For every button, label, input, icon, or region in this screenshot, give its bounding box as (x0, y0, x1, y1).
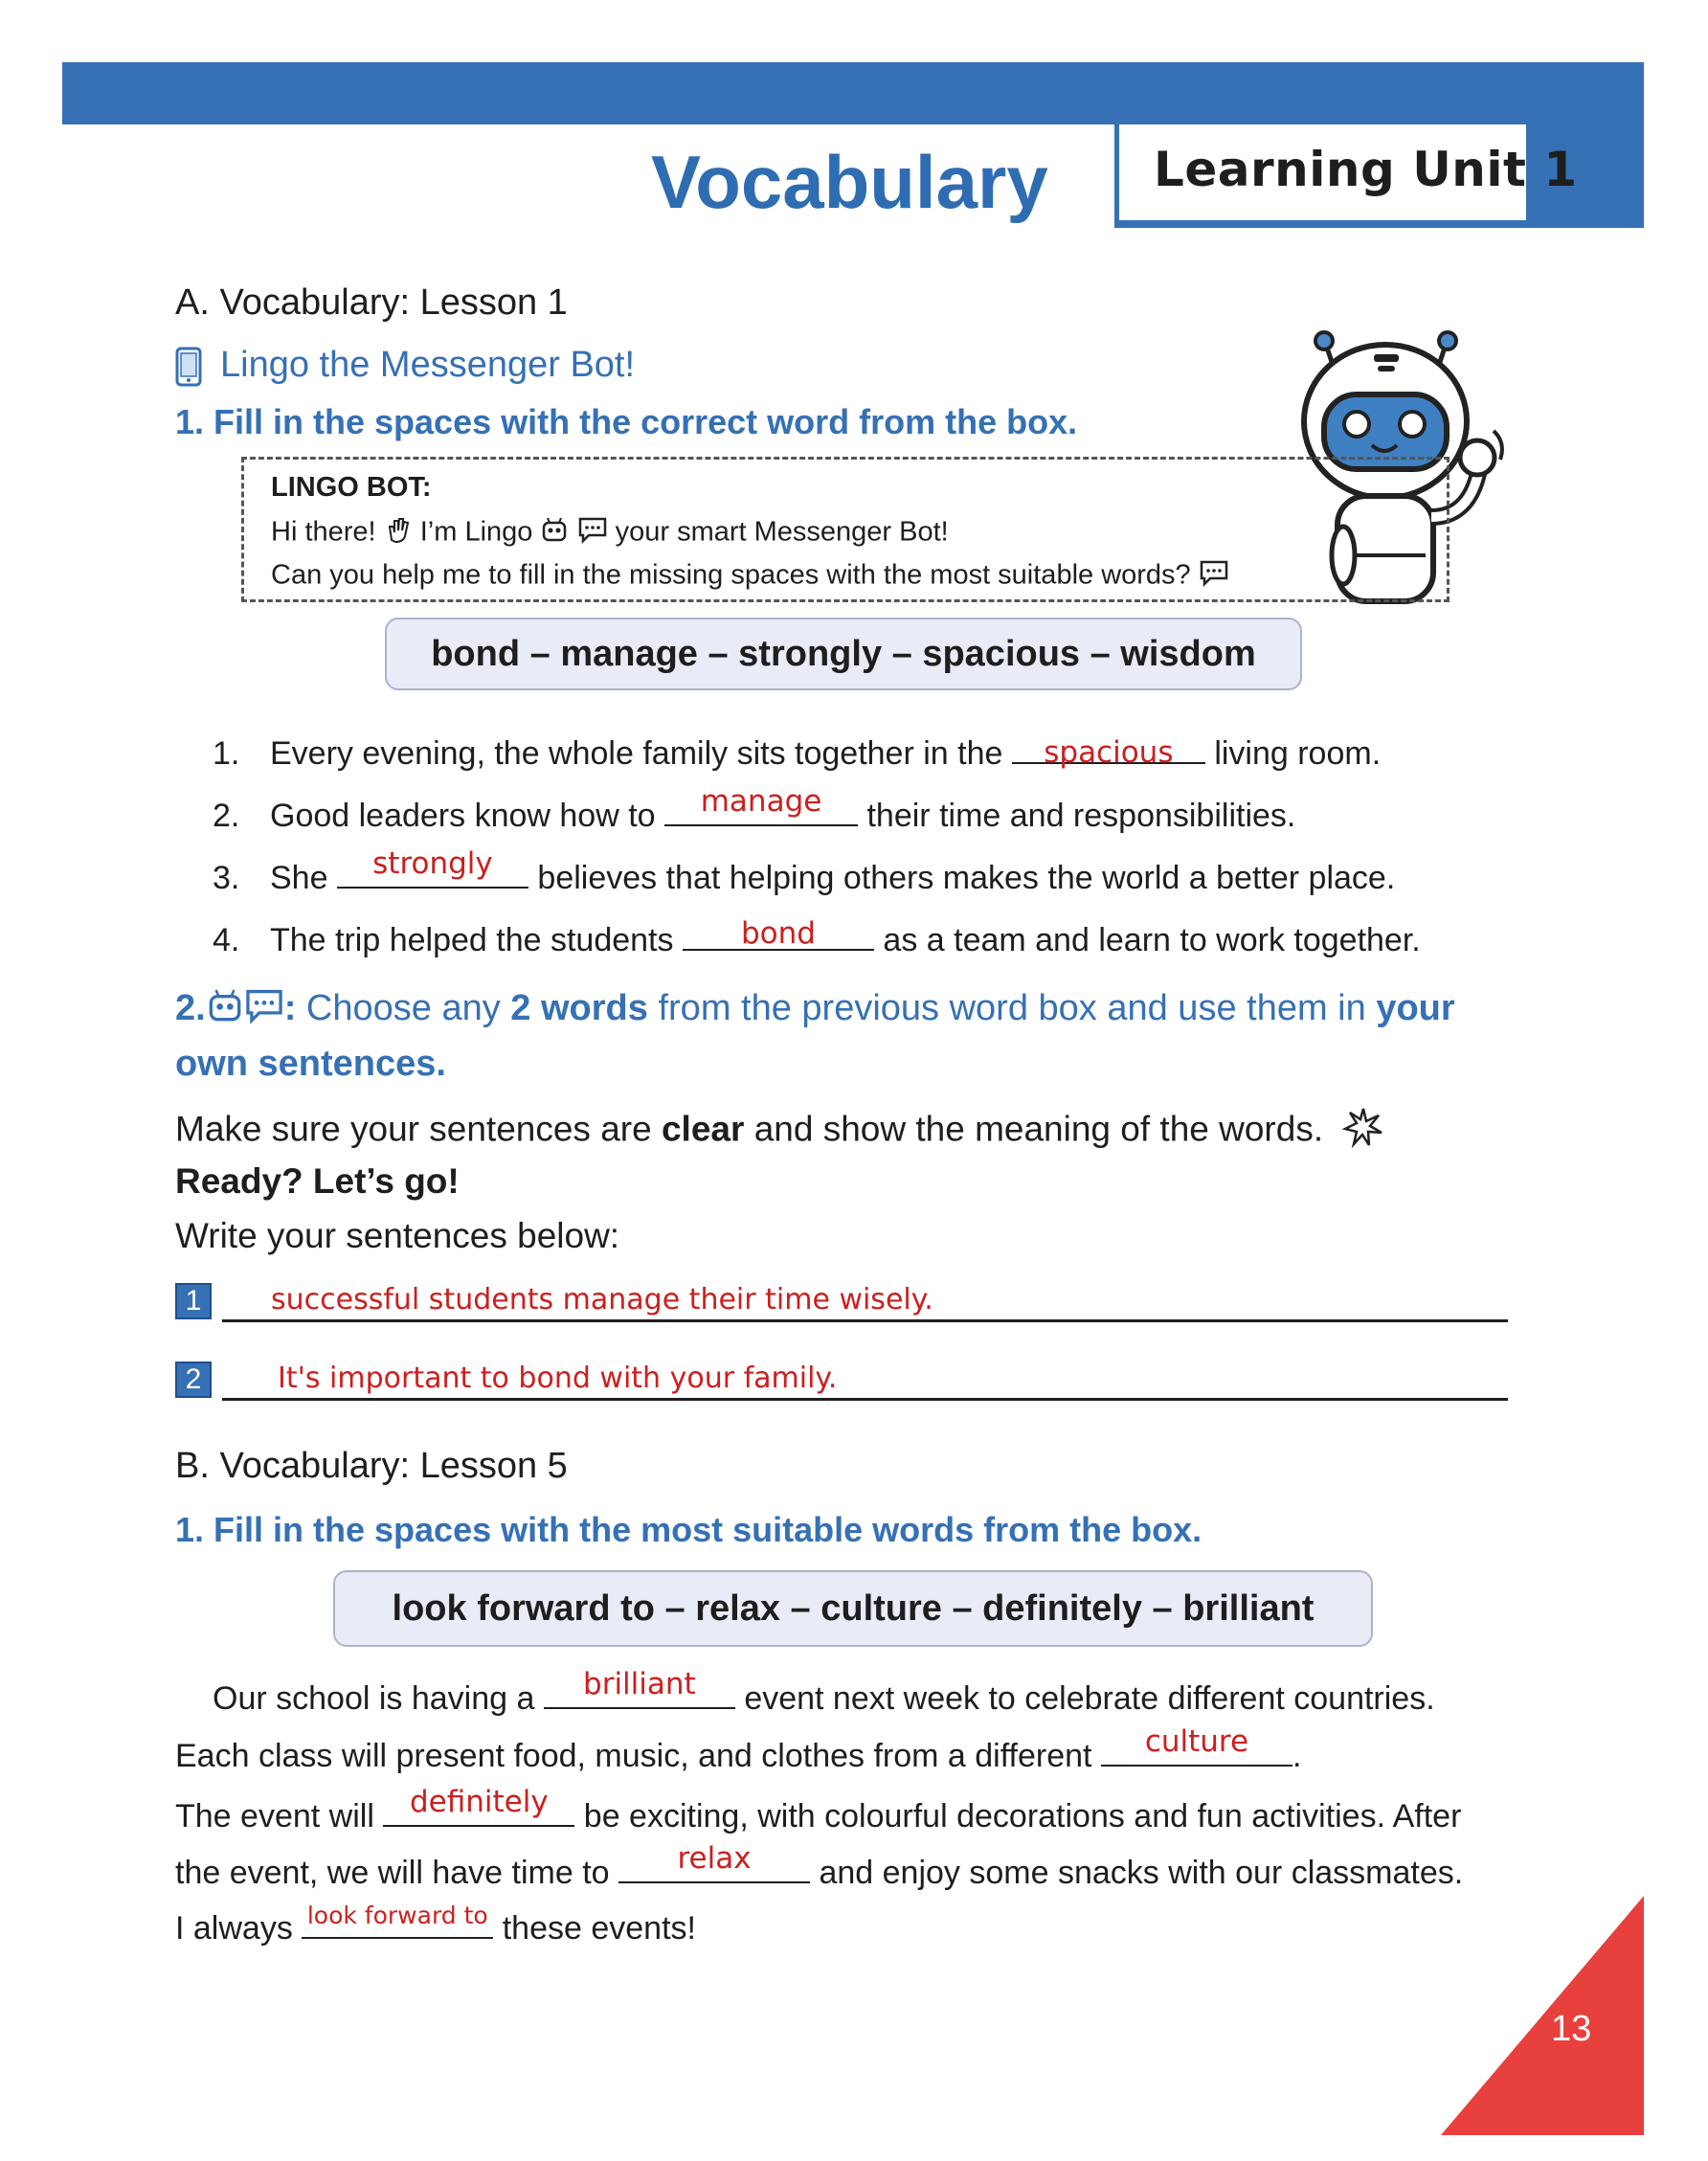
unit-label: Learning Unit 1 (1154, 142, 1578, 197)
instruction-2-line-2: own sentences. (175, 1044, 446, 1084)
header-bar (62, 62, 1644, 124)
instruction-b: 1. Fill in the spaces with the most suitable words from the box. (175, 1510, 1202, 1549)
sentence-line[interactable] (222, 1319, 1508, 1322)
phone-icon (175, 347, 202, 392)
sentence-answer: It's important to bond with your family. (278, 1362, 838, 1395)
blank-field[interactable]: spacious (1012, 726, 1205, 764)
write-below-text: Write your sentences below: (175, 1216, 620, 1255)
bot-name: LINGO BOT: (271, 472, 432, 503)
page-corner (1441, 1896, 1644, 2135)
list-item: 4. The trip helped the students bond as a team and learn to work together. (213, 912, 1421, 959)
waving-hand-icon (384, 515, 413, 552)
sparkle-icon (1342, 1106, 1384, 1157)
make-sure-text: Make sure your sentences are clear and show the meaning of the words. (175, 1106, 1384, 1157)
page-title: Vocabulary (651, 140, 1048, 224)
bot-question: Can you help me to fill in the missing spaces with the most suitable words? (271, 559, 1191, 591)
section-b-heading: B. Vocabulary: Lesson 5 (175, 1446, 568, 1486)
bot-greeting: Hi there! (271, 516, 376, 548)
bot-role: your smart Messenger Bot! (615, 516, 949, 548)
word-box-a: bond – manage – strongly – spacious – wisdom (385, 618, 1302, 690)
section-a-heading: A. Vocabulary: Lesson 1 (175, 282, 568, 323)
instruction-2: 2. : Choose any 2 words from the previous word box and use them in your (175, 986, 1455, 1034)
speech-bubble-icon (577, 515, 608, 552)
blank-field[interactable]: manage (664, 788, 858, 826)
sentence-answer: successful students manage their time wisely. (271, 1283, 933, 1317)
sentence-number: 2 (175, 1362, 212, 1398)
robot-face-icon (206, 986, 244, 1034)
blank-field[interactable]: strongly (337, 850, 528, 889)
bot-intro: I’m Lingo (419, 516, 533, 548)
blank-field[interactable]: culture (1101, 1728, 1292, 1767)
paragraph-line: Our school is having a brilliant event next week to celebrate different countries. (213, 1667, 1435, 1717)
bot-line-1 (271, 515, 949, 552)
ready-text: Ready? Let’s go! (175, 1161, 460, 1201)
bot-line-2 (271, 558, 1229, 595)
blank-field[interactable]: relax (618, 1845, 810, 1883)
speech-bubble-icon (244, 986, 284, 1034)
list-item: 3. She strongly believes that helping others makes the world a better place. (213, 846, 1396, 896)
paragraph-line: The event will definitely be exciting, with colourful decorations and fun activities. After (175, 1785, 1462, 1835)
paragraph-line: the event, we will have time to relax and enjoy some snacks with our classmates. (175, 1841, 1464, 1891)
robot-face-icon (540, 515, 569, 552)
page-number: 13 (1551, 2009, 1592, 2049)
sentence-line[interactable] (222, 1398, 1508, 1401)
paragraph-line: Each class will present food, music, and clothes from a different culture . (175, 1724, 1302, 1774)
blank-field[interactable]: bond (683, 912, 874, 951)
blank-field[interactable]: definitely (383, 1789, 574, 1827)
paragraph-line: I always look forward to these events! (175, 1902, 696, 1947)
blank-field[interactable]: look forward to (302, 1901, 493, 1939)
speech-bubble-icon (1199, 558, 1229, 595)
list-item: 1. Every evening, the whole family sits together in the spacious living room. (213, 726, 1381, 773)
instruction-1: 1. Fill in the spaces with the correct word from the box. (175, 402, 1078, 441)
list-item: 2. Good leaders know how to manage their time and responsibilities. (213, 784, 1296, 834)
bot-title: Lingo the Messenger Bot! (220, 345, 636, 385)
sentence-number: 1 (175, 1283, 212, 1319)
blank-field[interactable]: brilliant (544, 1671, 735, 1709)
word-box-b: look forward to – relax – culture – definitely – brilliant (333, 1570, 1373, 1647)
